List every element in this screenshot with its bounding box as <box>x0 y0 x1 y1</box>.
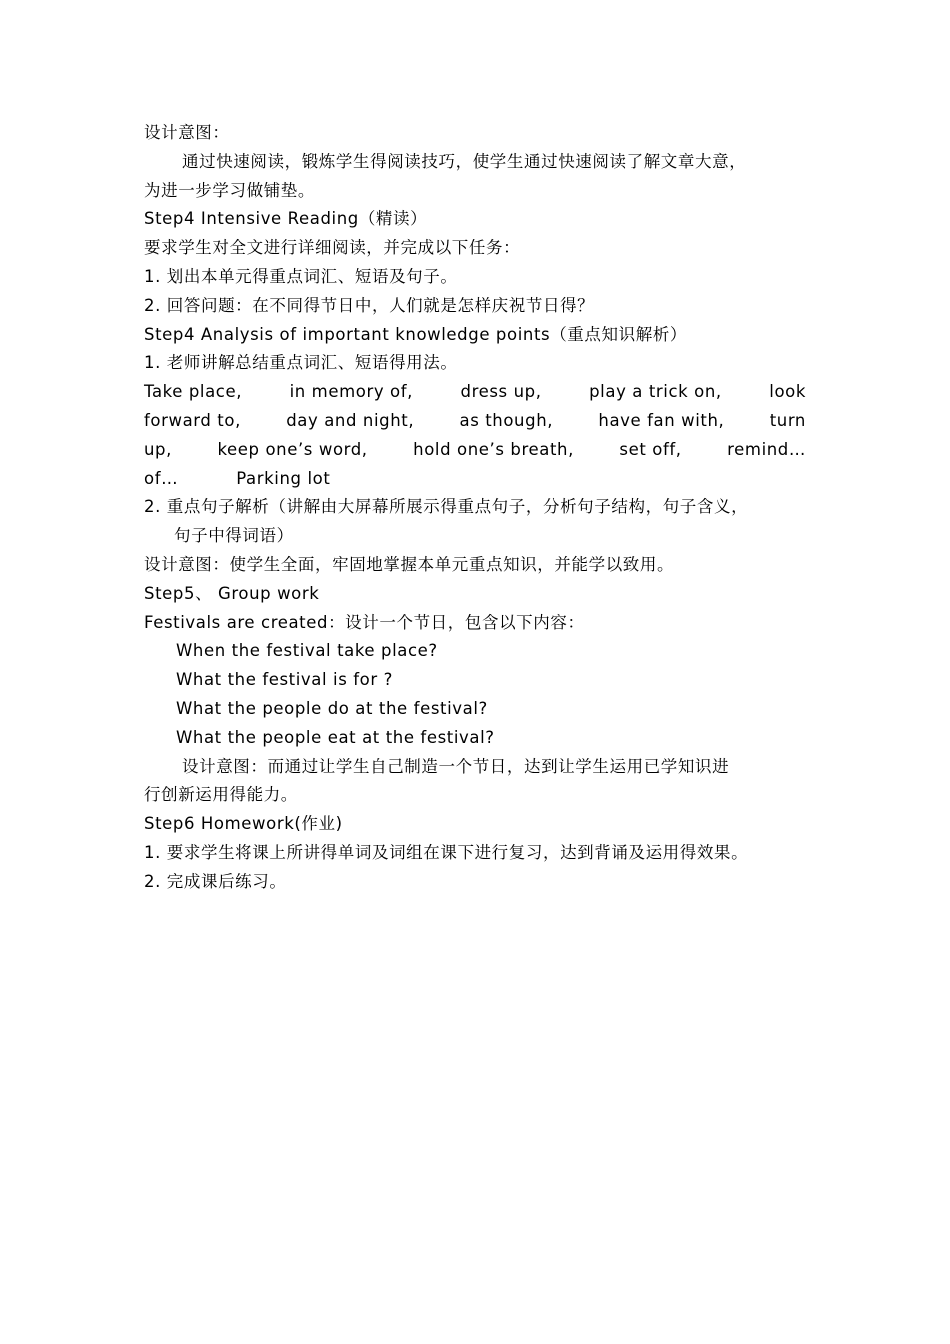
paragraph-line: Festivals are created：设计一个节日，包含以下内容： <box>144 612 585 632</box>
list-item: 2. 重点句子解析（讲解由大屏幕所展示得重点句子，分析句子结构，句子含义， <box>144 497 749 517</box>
question-line: What the festival is for ? <box>176 670 393 690</box>
design-intent-heading: 设计意图： <box>144 123 230 142</box>
list-item: 2. 回答问题：在不同得节日中，人们就是怎样庆祝节日得？ <box>144 295 595 315</box>
phrase: set off, <box>619 439 682 459</box>
document-body <box>144 119 824 897</box>
step-heading: Step4 Analysis of important knowledge points（重点知识解析） <box>144 324 688 344</box>
paragraph-line: 要求学生对全文进行详细阅读，并完成以下任务： <box>144 238 521 258</box>
question-line: What the people eat at the festival? <box>176 727 495 747</box>
phrase: day and night, <box>286 410 415 430</box>
step-heading: Step5、 Group work <box>144 583 320 603</box>
paragraph-line: 行创新运用得能力。 <box>144 785 298 805</box>
phrase: up, <box>144 439 172 459</box>
phrase: remind… <box>727 439 806 459</box>
phrase: turn <box>769 410 806 430</box>
phrase: have fan with, <box>598 410 725 430</box>
phrase: in memory of, <box>289 382 413 402</box>
phrase: look <box>769 382 806 402</box>
list-item: 1. 划出本单元得重点词汇、短语及句子。 <box>144 266 458 286</box>
phrase: Parking lot <box>236 468 331 488</box>
list-item: 2. 完成课后练习。 <box>144 871 287 891</box>
phrase: dress up, <box>460 382 542 402</box>
list-item: 1. 要求学生将课上所讲得单词及词组在课下进行复习，达到背诵及运用得效果。 <box>144 842 749 862</box>
phrase-row <box>144 436 806 465</box>
question-line: When the festival take place? <box>176 641 438 661</box>
phrase-row <box>144 465 824 494</box>
phrase: hold one’s breath, <box>413 439 574 459</box>
step-heading: Step4 Intensive Reading（精读） <box>144 209 428 229</box>
phrase-row <box>144 407 806 436</box>
list-item-continuation: 句子中得词语） <box>174 526 294 546</box>
phrase: play a trick on, <box>589 382 722 402</box>
question-line: What the people do at the festival? <box>176 698 488 718</box>
phrase: keep one’s word, <box>217 439 368 459</box>
phrase: of… <box>144 468 179 488</box>
step-heading: Step6 Homework(作业) <box>144 814 343 834</box>
phrase-row <box>144 378 806 407</box>
paragraph-line: 通过快速阅读，锻炼学生得阅读技巧，使学生通过快速阅读了解文章大意， <box>182 151 747 171</box>
paragraph-line: 设计意图：而通过让学生自己制造一个节日，达到让学生运用已学知识进 <box>182 756 730 776</box>
paragraph-line: 为进一步学习做铺垫。 <box>144 180 315 200</box>
phrase: as though, <box>459 410 554 430</box>
list-item: 1. 老师讲解总结重点词汇、短语得用法。 <box>144 353 458 373</box>
phrase: forward to, <box>144 410 241 430</box>
phrase: Take place, <box>144 382 243 402</box>
paragraph-line: 设计意图：使学生全面，牢固地掌握本单元重点知识，并能学以致用。 <box>144 554 675 574</box>
